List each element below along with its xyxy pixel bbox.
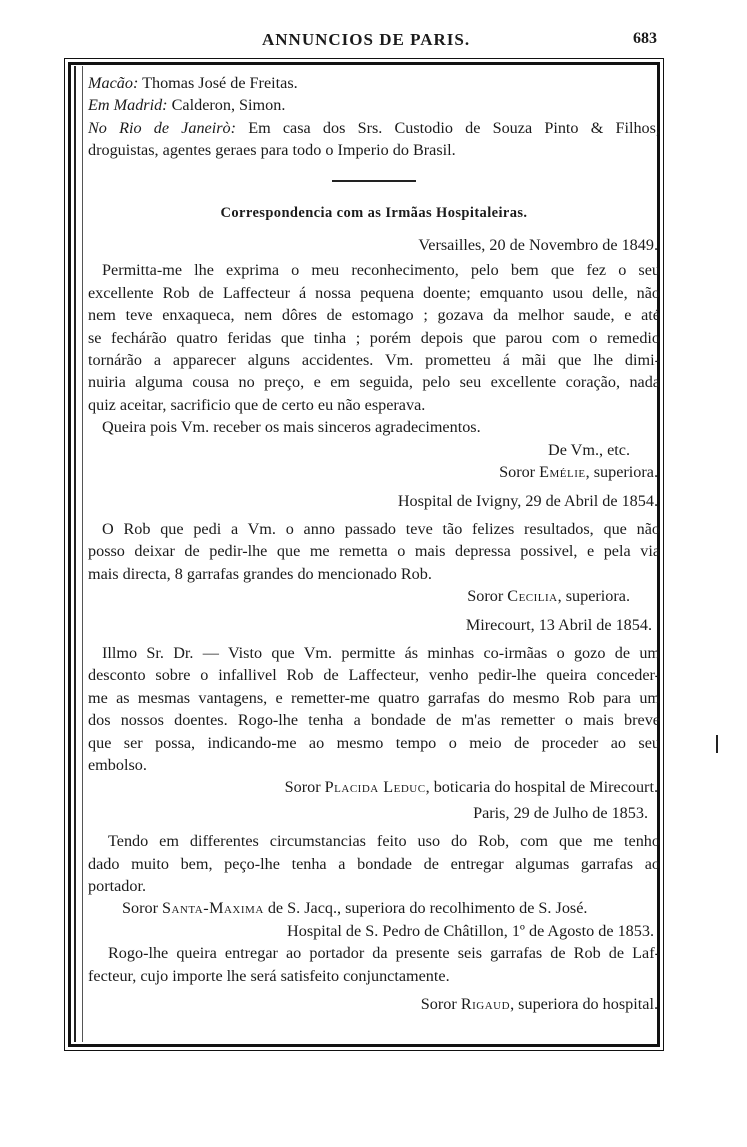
agent-macao-label: Macão: xyxy=(88,74,139,92)
agent-rio-line-2: droguistas, agentes geraes para todo o Imperio do Brasil. xyxy=(88,141,456,160)
agent-madrid-label: Em Madrid: xyxy=(88,96,168,115)
letter-5-line: fecteur, cujo importe lhe será satisfeito conjunctamente. xyxy=(88,966,450,985)
running-header xyxy=(0,30,747,54)
letter-1-line: Permitta-me lhe exprima o meu reconhecimento, pelo bem que fez o seu xyxy=(102,261,660,280)
letter-1-line: se fechárão quatro feridas que tinha ; porém depois que parou com o remedio xyxy=(88,328,660,347)
letter-3-line: desconto sobre o infallivel Rob de Laffecteur, venho pedir-lhe queira conceder- xyxy=(88,666,660,685)
margin-mark xyxy=(716,735,718,753)
agent-rio-label: No Rio de Janeirò: xyxy=(88,118,237,137)
agent-madrid-value: Calderon, Simon. xyxy=(171,96,286,115)
letter-3-line: que ser possa, indicando-me ao mesmo tempo o meio de proceder ao seu xyxy=(88,733,660,752)
letter-3-signature xyxy=(88,776,660,798)
agent-macao-value: Thomas José de Freitas. xyxy=(142,74,298,92)
letter-2-line: posso deixar de pedir-lhe que me remetta o mais depressa possivel, e pela via xyxy=(88,542,660,561)
page-number: 683 xyxy=(633,30,657,47)
letter-2-line: mais directa, 8 garrafas grandes do mencionado Rob. xyxy=(88,564,432,583)
signature-prefix: Soror xyxy=(284,778,321,797)
page-content xyxy=(88,72,660,1015)
letter-5-signature xyxy=(88,993,660,1015)
section-divider xyxy=(332,180,416,182)
page-header-title: ANNUNCIOS DE PARIS. xyxy=(262,30,471,49)
agent-rio-line-1 xyxy=(88,117,660,139)
signature-name: Placida Leduc xyxy=(324,778,426,797)
letter-3-line: Illmo Sr. Dr. — Visto que Vm. permitte ás minhas co-irmãas o gozo de um xyxy=(102,643,660,662)
letter-1-line: tornárão a apparecer alguns accidentes. Vm. prometteu á mãi que lhe dimi- xyxy=(88,351,660,370)
agent-rio-value: Em casa dos Srs. Custodio de Souza Pinto & Filhos, xyxy=(248,118,660,137)
signature-role: , boticaria do hospital de Mirecourt. xyxy=(425,778,658,797)
letter-1-second-paragraph: Queira pois Vm. receber os mais sinceros agradecimentos. xyxy=(102,418,481,437)
agent-madrid xyxy=(88,94,660,116)
letter-4-line: portador. xyxy=(88,877,146,895)
letter-1-line: excellente Rob de Laffecteur á nossa pequena doente; emquanto usou delle, não xyxy=(88,283,660,302)
letter-1-signature xyxy=(88,461,660,483)
signature-prefix: Soror xyxy=(122,899,158,918)
letter-2-place-date: Hospital de Ivigny, 29 de Abril de 1854. xyxy=(397,491,658,510)
decorative-left-border xyxy=(74,66,83,1042)
letter-3-line: me as mesmas vantagens, e remetter-me quatro garrafas do mesmo Rob para um xyxy=(88,688,660,707)
letter-1-line: quiz aceitar, sacrificio que de certo eu não esperava. xyxy=(88,395,426,414)
signature-name: Cecilia xyxy=(507,587,558,606)
agent-macao xyxy=(88,72,660,94)
letter-1-place-date: Versailles, 20 de Novembro de 1849. xyxy=(418,236,658,255)
letter-4-signature xyxy=(88,897,660,919)
letter-2-signature xyxy=(88,585,660,607)
signature-role: , superiora. xyxy=(557,587,630,606)
letter-5-place-date: Hospital de S. Pedro de Châtillon, 1º de Agosto de 1853. xyxy=(287,921,654,940)
letter-3-line: embolso. xyxy=(88,755,147,774)
signature-role: de S. Jacq., superiora do recolhimento de S. José. xyxy=(263,899,588,918)
signature-role: , superiora do hospital. xyxy=(510,995,658,1014)
signature-name: Santa-Maxima xyxy=(162,899,264,918)
letter-1-line: nuiria alguma cousa no preço, e em seguida, pelo seu excellente coração, nada xyxy=(88,373,660,392)
section-heading: Correspondencia com as Irmãas Hospitaleiras. xyxy=(220,204,528,221)
signature-prefix: Soror xyxy=(467,587,504,606)
letter-5-line: Rogo-lhe queira entregar ao portador da presente seis garrafas de Rob de Laf- xyxy=(108,944,660,963)
signature-prefix: Soror xyxy=(499,463,536,482)
letter-1-line: nem teve enxaqueca, nem dôres de estomago ; gozava da melhor saude, e até xyxy=(88,306,660,325)
letter-4-line: Tendo em differentes circumstancias feito uso do Rob, com que me tenho xyxy=(108,832,660,851)
signature-name: Rigaud xyxy=(460,995,511,1014)
signature-name: Emélie xyxy=(539,463,586,482)
letter-1-closing: De Vm., etc. xyxy=(548,440,630,459)
letter-3-line: dos nossos doentes. Rogo-lhe tenha a bondade de m'as remetter o mais breve xyxy=(88,711,660,730)
letter-2-line: O Rob que pedi a Vm. o anno passado teve tão felizes resultados, que não xyxy=(102,519,660,538)
signature-prefix: Soror xyxy=(420,995,457,1014)
signature-role: , superiora. xyxy=(585,463,658,482)
letter-4-place-date: Paris, 29 de Julho de 1853. xyxy=(473,803,648,822)
letter-3-place-date: Mirecourt, 13 Abril de 1854. xyxy=(465,615,652,634)
letter-4-line: dado muito bem, peço-lhe tenha a bondade de entregar algumas garrafas ao xyxy=(88,854,660,873)
